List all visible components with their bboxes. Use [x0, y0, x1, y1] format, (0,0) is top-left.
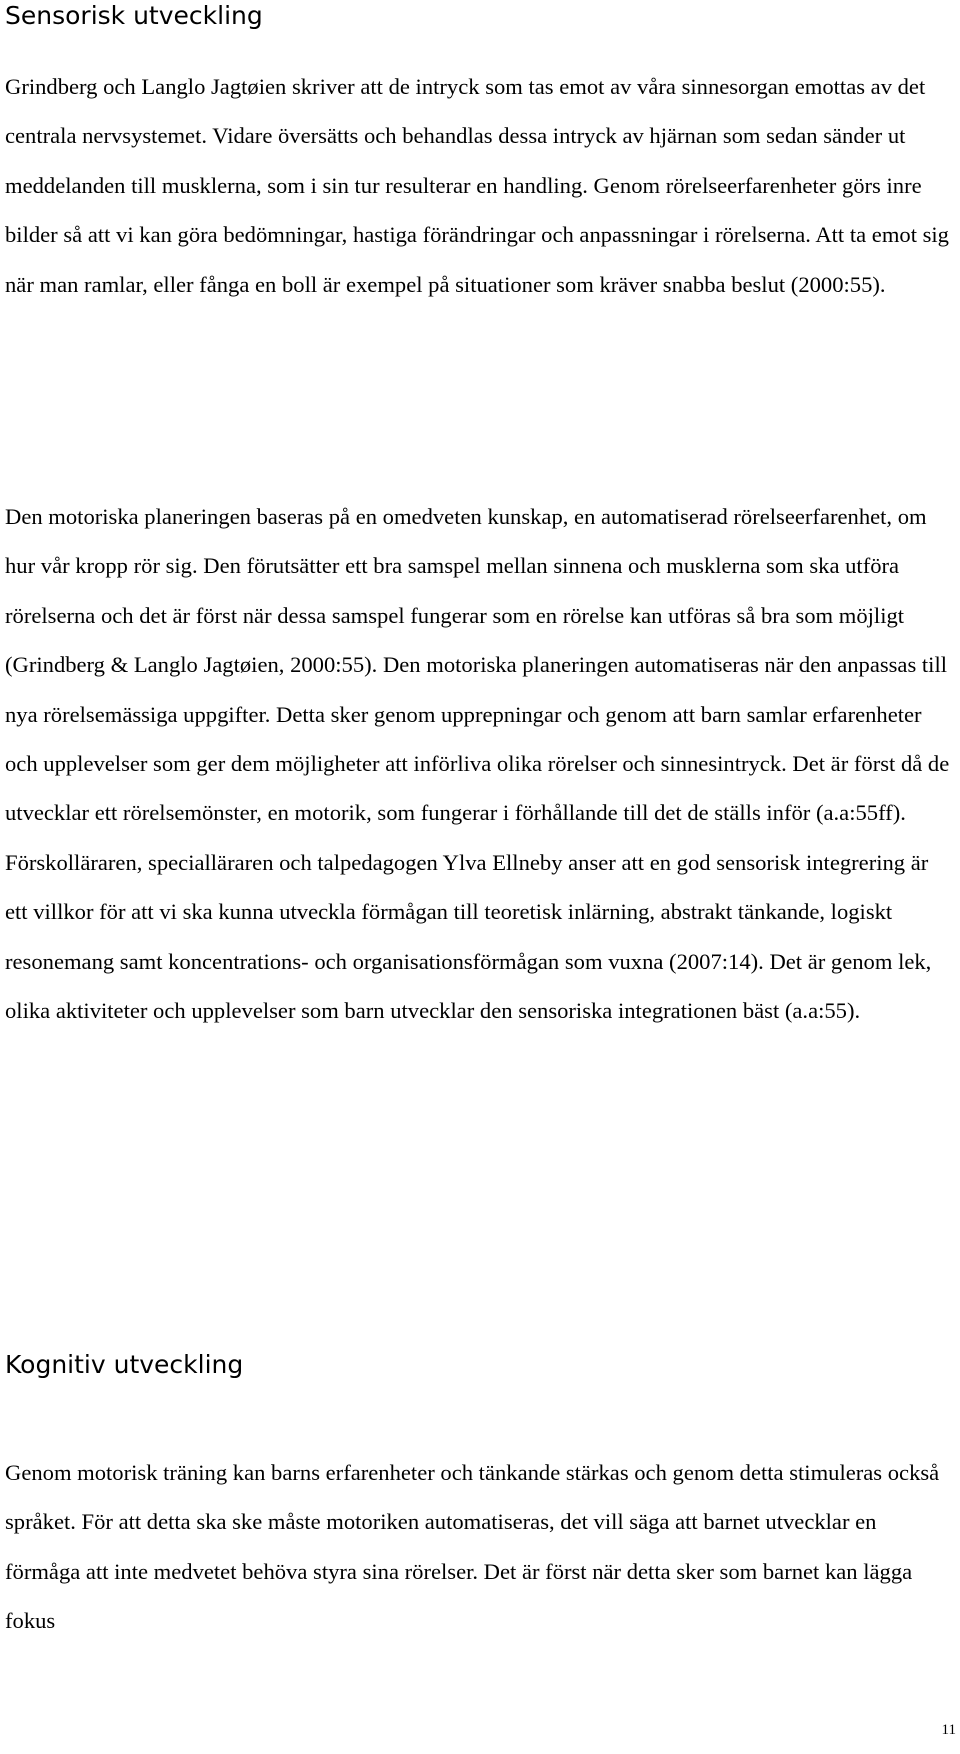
paragraph: Genom motorisk träning kan barns erfarenheter och tänkande stärkas och genom detta stimuleras också språket. För att detta ska ske måste motoriken automatiseras, det vill säga att barnet utvecklar en förmåga att inte medvetet behöva styra sina rörelser. Det är först när detta sker som barnet kan lägga fokus: [5, 1460, 940, 1634]
paragraph: Den motoriska planeringen baseras på en omedveten kunskap, en automatiserad rörelseerfarenhet, om hur vår kropp rör sig. Den förutsätter ett bra samspel mellan sinnena och musklerna som ska utföra rörelserna och det är först när dessa samspel fungerar som en rörelse kan utföras så bra som möjligt (Grindberg & Langlo Jagtøien, 2000:55). Den motoriska planeringen automatiseras när den anpassas till nya rörelsemässiga uppgifter. Detta sker genom upprepningar och genom att barn samlar erfarenheter och upplevelser som ger dem möjligheter att införliva olika rörelser och sinnesintryck. Det är först då de utvecklar ett rörelsemönster, en motorik, som fungerar i förhållande till det de ställs inför (a.a:55ff). Förskolläraren, specialläraren och talpedagogen Ylva Ellneby anser att en god sensorisk integrering är ett villkor för att vi ska kunna utveckla förmågan till teoretisk inlärning, abstrakt tänkande, logiskt resonemang samt koncentrations- och organisationsförmågan som vuxna (2007:14). Det är genom lek, olika aktiviteter och upplevelser som barn utvecklar den sensoriska integrationen bäst (a.a:55).: [5, 504, 950, 1024]
paragraph: Grindberg och Langlo Jagtøien skriver att de intryck som tas emot av våra sinnesorgan emottas av det centrala nervsystemet. Vidare översätts och behandlas dessa intryck av hjärnan som sedan sänder ut meddelanden till musklerna, som i sin tur resulterar en handling. Genom rörelseerfarenheter görs inre bilder så att vi kan göra bedömningar, hastiga förändringar och anpassningar i rörelserna. Att ta emot sig när man ramlar, eller fånga en boll är exempel på situationer som kräver snabba beslut (2000:55).: [5, 74, 949, 297]
page-number: 11: [941, 1722, 956, 1738]
section-heading-kognitiv: Kognitiv utveckling: [5, 1350, 244, 1379]
section-heading-sensorisk: Sensorisk utveckling: [5, 1, 263, 30]
